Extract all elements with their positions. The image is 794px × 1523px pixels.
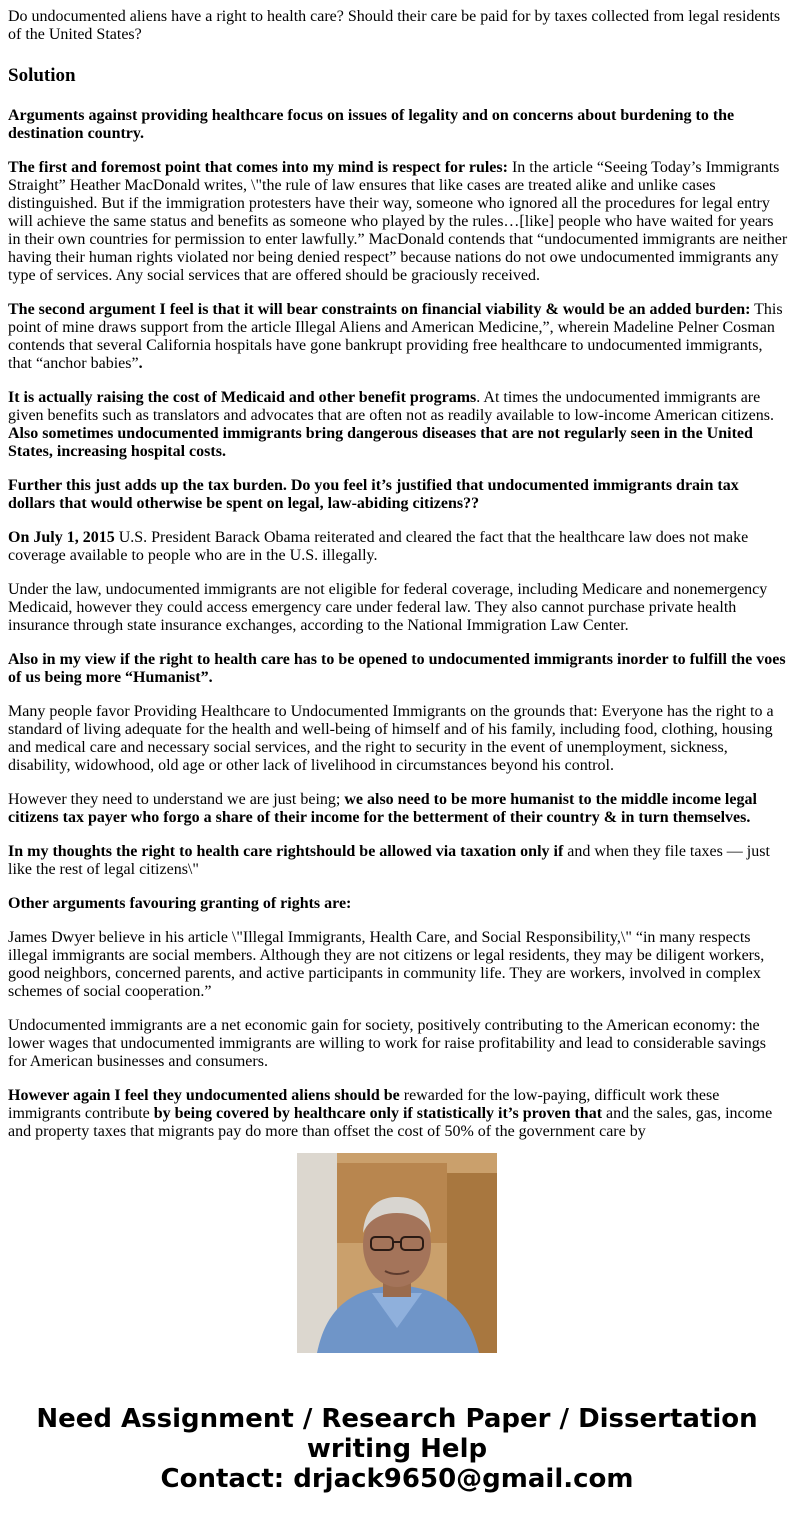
- author-avatar: [297, 1153, 497, 1353]
- paragraph-obama: [8, 529, 788, 565]
- rewarded-bold-2: by being covered by healthcare only if statistically it’s proven that: [153, 1105, 603, 1122]
- paragraph-however: [8, 791, 788, 827]
- taxation-bold: In my thoughts the right to health care rightshould be allowed via taxation only if: [8, 843, 564, 860]
- rewarded-bold: However again I feel they undocumented aliens should be: [8, 1087, 400, 1104]
- help-banner: [0, 1404, 794, 1494]
- solution-heading: Solution: [8, 65, 76, 86]
- medicaid-bold: It is actually raising the cost of Medicaid and other benefit programs: [8, 389, 477, 406]
- paragraph-rules: [8, 159, 788, 285]
- diseases-bold: Also sometimes undocumented immigrants bring dangerous diseases that are not regularly seen in the United States, increasing hospital costs.: [8, 425, 753, 460]
- financial-text: This point of mine draws support from the article Illegal Aliens and American Medicine,”, wherein Madeline Pelner Cosman contends that several California hospitals have gone bankrupt providing free healthcare to undocumented immigrants, that “anchor babies”: [8, 301, 783, 372]
- paragraph-tax-burden: [8, 477, 788, 513]
- paragraph-humanist: [8, 651, 788, 687]
- rules-text: In the article “Seeing Today’s Immigrants Straight” Heather MacDonald writes, \"the rule of law ensures that like cases are treated alike and unlike cases distinguished. But if the immigration protesters have their way, someone who ignored all the procedures for legal entry will achieve the same status and benefits as someone who played by the rules…[like] people who have waited for years in their own countries for permission to enter lawfully.” MacDonald contends that “undocumented immigrants are neither having their human rights violated nor being denied respect” because nations do not owe undocumented immigrants any type of services. Any social services that are offered should be graciously received.: [8, 159, 788, 284]
- contact-footer: [0, 1122, 794, 1523]
- help-line-2: writing Help: [306, 1434, 488, 1464]
- paragraph-financial: [8, 301, 788, 373]
- paragraph-other-args: [8, 895, 788, 913]
- paragraph-dwyer: James Dwyer believe in his article \"Illegal Immigrants, Health Care, and Social Responsibility,\" “in many respects illegal immigrants are social members. Although they are not citizens or legal residents, they may be diligent workers, good neighbors, concerned parents, and active participants in community life. They are workers, involved in complex schemes of social cooperation.”: [8, 929, 765, 1000]
- obama-date-bold: On July 1, 2015: [8, 529, 115, 546]
- other-args-bold: Other arguments favouring granting of rights are:: [8, 895, 352, 912]
- tax-burden-bold: Further this just adds up the tax burden. Do you feel it’s justified that undocumented immigrants drain tax dollars that would otherwise be spent on legal, law-abiding citizens??: [8, 477, 739, 512]
- financial-end: .: [138, 355, 143, 372]
- paragraph-intro: [8, 107, 788, 143]
- obama-text: U.S. President Barack Obama reiterated and cleared the fact that the healthcare law does not make coverage available to people who are in the U.S. illegally.: [8, 529, 749, 564]
- paragraph-taxation: [8, 843, 788, 879]
- author-portrait: [297, 1153, 497, 1353]
- paragraph-medicaid: [8, 389, 788, 461]
- rewarded-text: rewarded for the low-paying, difficult work these immigrants contribute: [8, 1087, 720, 1122]
- article-content: [8, 8, 788, 1140]
- however-text: However they need to understand we are just being;: [8, 791, 345, 808]
- rewarded-text-2: and the sales, gas, income and property taxes that migrants pay do more than offset the cost of 50% of the government care by: [8, 1105, 773, 1140]
- help-line-1: Need Assignment / Research Paper / Dissertation: [36, 1404, 758, 1434]
- financial-bold: The second argument I feel is that it will bear constraints on financial viability & would be an added burden:: [8, 301, 751, 318]
- paragraph-economic: Undocumented immigrants are a net economic gain for society, positively contributing to the American economy: the lower wages that undocumented immigrants are willing to work for raise profitability and lead to considerable savings for American businesses and consumers.: [8, 1017, 767, 1070]
- intro-bold: Arguments against providing healthcare focus on issues of legality and on concerns about burdening to the destination country.: [8, 107, 735, 142]
- question-text: Do undocumented aliens have a right to health care? Should their care be paid for by taxes collected from legal residents of the United States?: [8, 8, 781, 43]
- paragraph-law: Under the law, undocumented immigrants are not eligible for federal coverage, including Medicare and nonemergency Medicaid, however they could access emergency care under federal law. They also cannot purchase private health insurance through state insurance exchanges, according to the National Immigration Law Center.: [8, 581, 768, 634]
- contact-email: Contact: drjack9650@gmail.com: [160, 1464, 634, 1494]
- taxation-text: and when they file taxes — just like the rest of legal citizens\": [8, 843, 770, 878]
- medicaid-text: . At times the undocumented immigrants are given benefits such as translators and advocates that are often not as readily available to low-income American citizens.: [8, 389, 774, 424]
- rules-bold: The first and foremost point that comes into my mind is respect for rules:: [8, 159, 508, 176]
- however-bold: we also need to be more humanist to the middle income legal citizens tax payer who forgo a share of their income for the betterment of their country & in turn themselves.: [8, 791, 757, 826]
- paragraph-favor: Many people favor Providing Healthcare to Undocumented Immigrants on the grounds that: Everyone has the right to a standard of living adequate for the health and well-being of himself and of his family, including food, clothing, housing and medical care and necessary social services, and the right to security in the event of unemployment, sickness, disability, widowhood, old age or other lack of livelihood in circumstances beyond his control.: [8, 703, 774, 774]
- humanist-bold: Also in my view if the right to health care has to be opened to undocumented immigrants inorder to fulfill the voes of us being more “Humanist”.: [8, 651, 786, 686]
